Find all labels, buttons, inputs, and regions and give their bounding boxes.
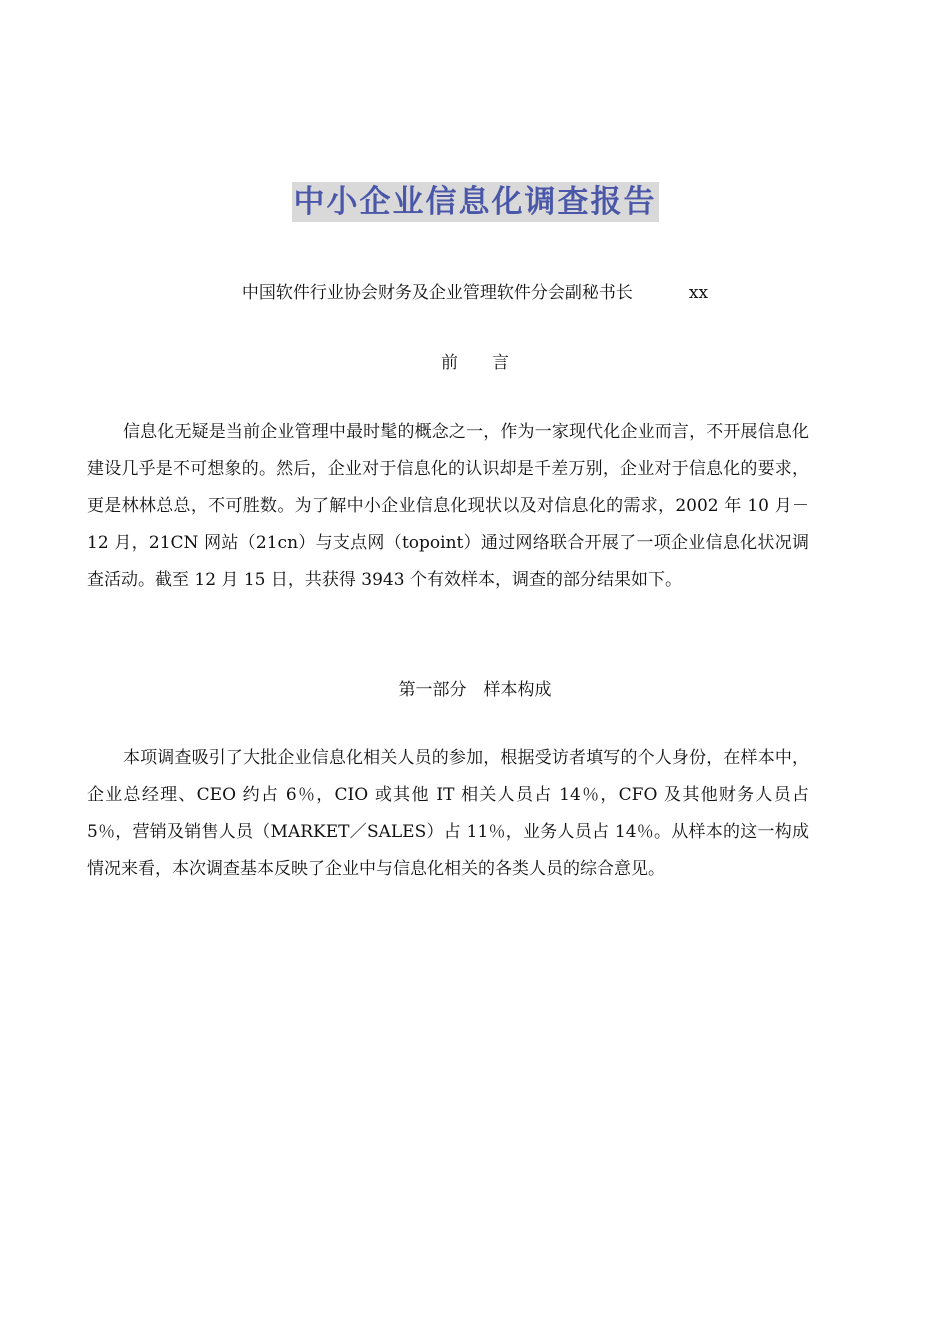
- author-name: xx: [688, 283, 709, 303]
- preface-heading: 前 言: [441, 353, 509, 373]
- title-container: [0, 182, 950, 222]
- document-title: 中小企业信息化调查报告: [293, 184, 657, 220]
- part1-paragraph: 本项调查吸引了大批企业信息化相关人员的参加，根据受访者填写的个人身份，在样本中，企业总经理、CEO 约占 6％，CIO 或其他 IT 相关人员占 14％，CFO 及其他财务人员占 5％，营销及销售人员（MARKET／SALES）占 11％，业务人员占 14％。从样本的这一构成情况来看，本次调查基本反映了企业中与信息化相关的各类人员的综合意见。: [87, 748, 809, 879]
- author-line: [0, 280, 950, 306]
- author-affiliation: 中国软件行业协会财务及企业管理软件分会副秘书长: [241, 283, 633, 303]
- preface-paragraph: 信息化无疑是当前企业管理中最时髦的概念之一，作为一家现代化企业而言，不开展信息化建设几乎是不可想象的。然后，企业对于信息化的认识却是千差万别，企业对于信息化的要求，更是林林总总，不可胜数。为了解中小企业信息化现状以及对信息化的需求，2002 年 10 月－12 月，21CN 网站（21cn）与支点网（topoint）通过网络联合开展了一项企业信息化状况调查活动。截至 12 月 15 日，共获得 3943 个有效样本，调查的部分结果如下。: [87, 422, 809, 590]
- part1-heading: 第一部分 样本构成: [398, 680, 552, 700]
